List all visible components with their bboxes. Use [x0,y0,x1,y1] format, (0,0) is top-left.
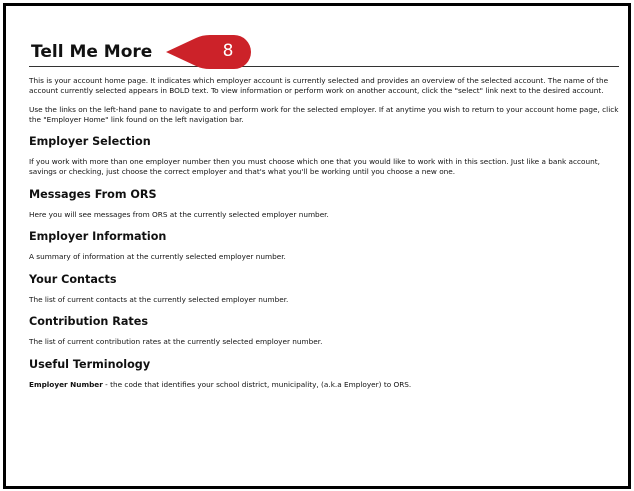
section-text: A summary of information at the currently selected employer number. [29,252,286,262]
section-heading: Employer Selection [29,135,151,149]
intro-paragraph-2: Use the links on the left-hand pane to navigate to and perform work for the selected employer. If at anytime you wish to return to your account home page, click the "Employer Home" link found on the left navigation bar. [29,105,619,124]
section-text: The list of current contacts at the currently selected employer number. [29,294,289,304]
page-title: Tell Me More [31,42,153,62]
section-heading: Contribution Rates [29,315,149,329]
intro-paragraph-1: This is your account home page. It indicates which employer account is currently selected and provides an overview of the selected account. The name of the account currently selected appears in BOLD text. To view information or perform work on another account, click the "select" link next to the desired account. [29,76,609,95]
section-contribution-rates [29,315,619,347]
terminology-entry [29,380,619,390]
section-employer-information [29,230,619,262]
term-name: Employer Number [29,379,103,389]
section-heading: Employer Information [29,230,167,244]
section-heading: Your Contacts [29,272,117,286]
section-messages-from-ors [29,188,619,220]
title-row [29,32,619,67]
callout-number: 8 [222,41,234,61]
section-heading: Useful Terminology [29,357,151,371]
help-panel-frame [3,3,631,489]
section-heading: Messages From ORS [29,187,157,201]
help-content [29,32,619,390]
section-text: If you work with more than one employer number then you must choose which one that you would like to work with in this section. Just like a bank account, savings or checking, just choose the correct employer and that's what you'll be working until you choose a new one. [29,157,600,176]
term-definition: - the code that identifies your school district, municipality, (a.k.a Employer) to ORS. [102,379,412,389]
section-text: The list of current contribution rates at the currently selected employer number. [29,337,323,347]
section-your-contacts [29,273,619,305]
section-employer-selection [29,135,619,176]
step-callout-badge [164,34,256,70]
section-useful-terminology [29,358,619,390]
section-text: Here you will see messages from ORS at the currently selected employer number. [29,209,329,219]
